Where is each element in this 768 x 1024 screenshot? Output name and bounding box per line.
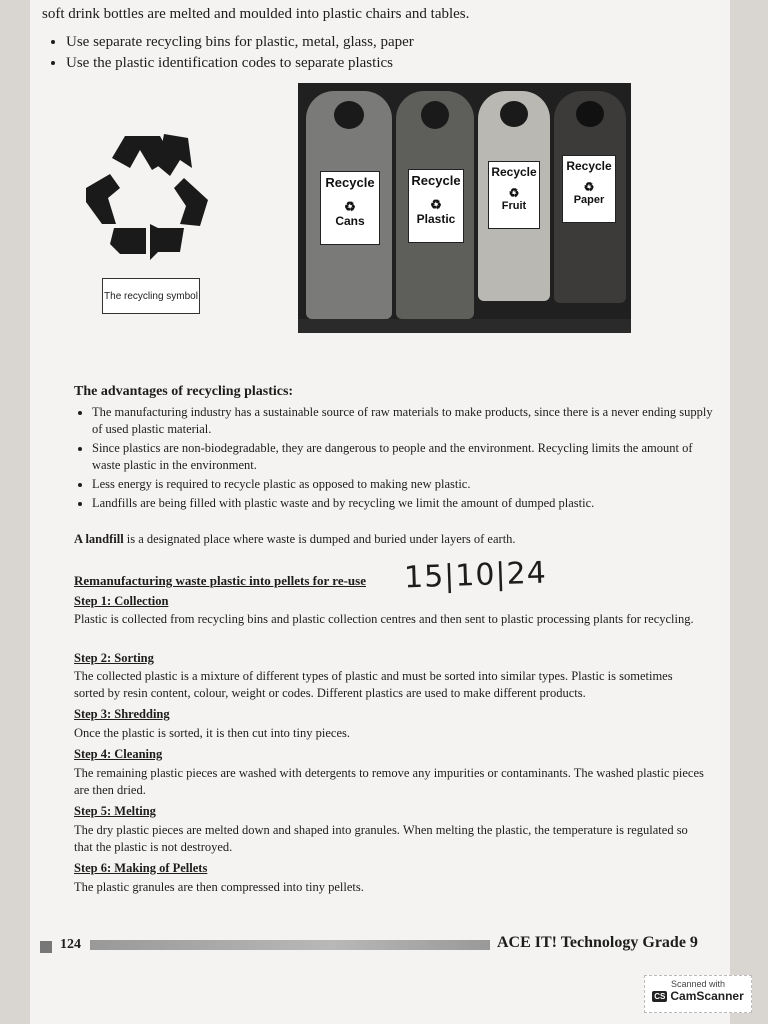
footer-marker <box>40 941 52 953</box>
bin-paper <box>554 91 626 303</box>
step-title: Step 1: Collection <box>74 594 169 608</box>
bin-label: Recycle ♻ Cans <box>320 171 380 245</box>
advantages-list <box>74 404 722 514</box>
step-text: Plastic is collected from recycling bins and plastic collection centres and then sent to plastic processing plants for recycling. <box>74 612 694 626</box>
recycling-symbol-caption: The recycling symbol <box>102 278 200 314</box>
bin-cans <box>306 91 392 319</box>
step-title: Step 5: Melting <box>74 804 156 818</box>
list-item: • Use separate recycling bins for plastic, metal, glass, paper <box>66 34 414 51</box>
page-number: 124 <box>60 937 81 952</box>
step-title: Step 4: Cleaning <box>74 747 163 761</box>
recycling-bins-photo <box>298 83 631 333</box>
step-text: The collected plastic is a mixture of different types of plastic and must be sorted into similar types. Plastic is sometimes sorted by resin content, colour, weight or codes. Different plastics are used to make different products. <box>74 669 673 700</box>
step-text: The plastic granules are then compressed into tiny pellets. <box>74 880 364 894</box>
step-title: Step 3: Shredding <box>74 707 170 721</box>
footer-bar <box>90 940 490 950</box>
list-item: • The manufacturing industry has a sustainable source of raw materials to make products, since there is a never ending supply of used plastic material. <box>92 404 722 438</box>
step-title: Step 2: Sorting <box>74 651 154 665</box>
landfill-definition-text: is a designated place where waste is dumped and buried under layers of earth. <box>123 532 516 546</box>
step-text: The dry plastic pieces are melted down and shaped into granules. When melting the plastic, the temperature is regulated so that the plastic is not destroyed. <box>74 823 688 854</box>
step-text: The remaining plastic pieces are washed with detergents to remove any impurities or contaminants. The washed plastic pieces are then dried. <box>74 766 704 797</box>
bin-fruit <box>478 91 550 301</box>
bin-label: Recycle ♻ Paper <box>562 155 616 223</box>
book-title <box>497 934 698 952</box>
step-text: Once the plastic is sorted, it is then cut into tiny pieces. <box>74 726 350 740</box>
bin-plastic <box>396 91 474 319</box>
camscanner-icon: CS <box>654 991 666 1001</box>
bin-label: Recycle ♻ Fruit <box>488 161 540 229</box>
grade-number: 9 <box>689 934 698 951</box>
scanned-with-text: Scanned with <box>670 979 726 989</box>
camscanner-brand <box>645 989 751 1003</box>
top-line-text: soft drink bottles are melted and moulded into plastic chairs and tables. <box>42 6 470 22</box>
handwritten-date: 15|10|24 <box>403 555 548 596</box>
recycling-tips-list <box>42 34 414 76</box>
landfill-term: A landfill <box>74 532 124 546</box>
list-item: • Use the plastic identification codes to separate plastics <box>66 55 414 72</box>
camscanner-badge <box>644 975 752 1013</box>
landfill-definition <box>74 532 714 547</box>
list-item: • Since plastics are non-biodegradable, they are dangerous to people and the environment. Recycling limits the amount of waste plastic in the environment. <box>92 440 722 474</box>
list-item: • Landfills are being filled with plastic waste and by recycling we limit the amount of dumped plastic. <box>92 495 722 512</box>
recycling-symbol-icon <box>80 128 215 260</box>
list-item: • Less energy is required to recycle plastic as opposed to making new plastic. <box>92 476 722 493</box>
camscanner-label: CamScanner <box>670 989 744 1003</box>
remanufacturing-heading: Remanufacturing waste plastic into pellets for re-use <box>74 573 366 588</box>
book-title-text: ACE IT! Technology Grade <box>497 934 686 951</box>
advantages-heading: The advantages of recycling plastics: <box>74 384 294 399</box>
bin-label: Recycle ♻ Plastic <box>408 169 464 243</box>
step-title: Step 6: Making of Pellets <box>74 861 208 875</box>
